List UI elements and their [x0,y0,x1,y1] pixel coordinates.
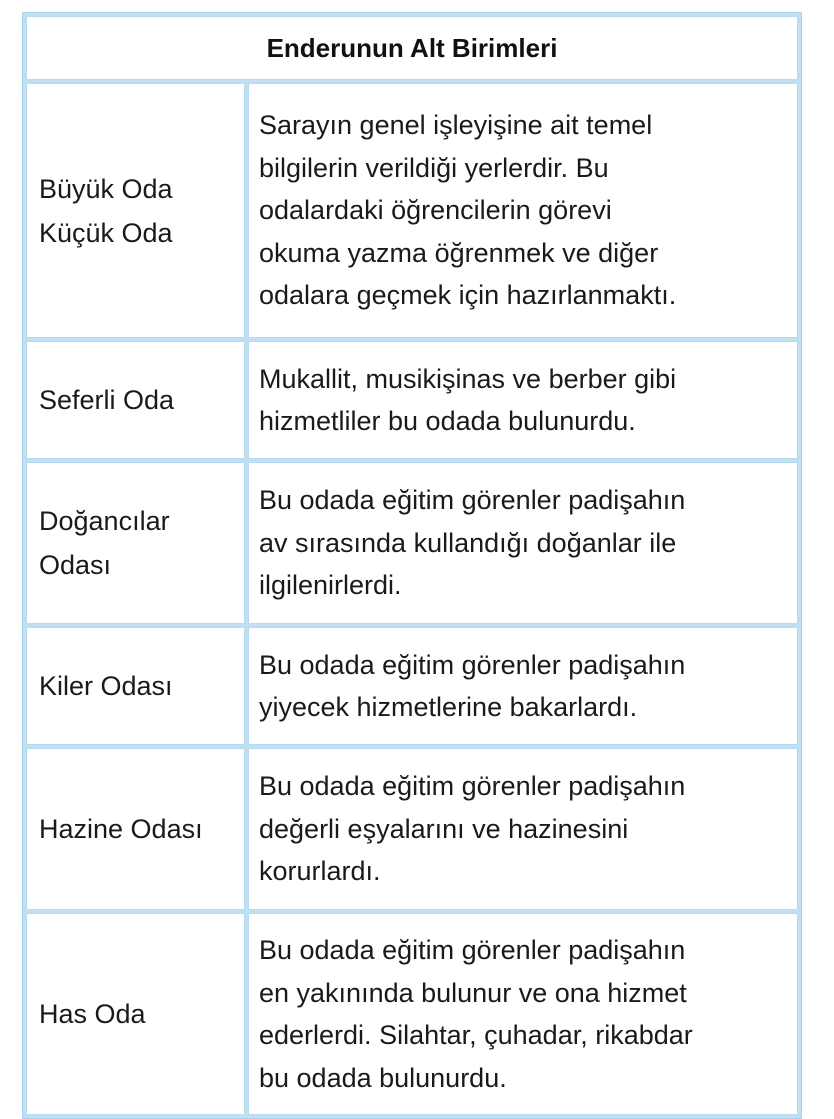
room-description-cell [248,913,798,1115]
table-row [26,627,798,745]
room-name-cell [26,913,245,1115]
room-name-cell [26,627,245,745]
room-name-cell [26,83,245,338]
room-name-cell [26,341,245,459]
description-line: hizmetliler bu odada bulunurdu. [259,406,636,436]
room-name-line: Büyük Oda [39,173,173,204]
room-name-line: Küçük Oda [39,217,173,248]
description-line: ederlerdi. Silahtar, çuhadar, rikabdar [259,1020,693,1050]
room-description-cell [248,83,798,338]
table-row [26,341,798,459]
room-name-line: Has Oda [39,999,146,1029]
room-name-cell [26,748,245,910]
description-line: av sırasında kullandığı doğanlar ile [259,527,677,558]
table-title: Enderunun Alt Birimleri [26,16,798,80]
room-name-line: Odası [39,550,112,580]
room-description-cell [248,627,798,745]
room-description-cell [248,748,798,910]
room-description-cell [248,462,798,624]
description-line: bilgilerin verildiği yerlerdir. Bu [259,152,609,183]
description-line: Bu odada eğitim görenler padişahın [259,649,686,680]
description-line: bu odada bulunurdu. [259,1062,507,1093]
description-line: en yakınında bulunur ve ona hizmet [259,977,687,1008]
table-row [26,913,798,1115]
room-name-line: Seferli Oda [39,385,175,415]
table-row [26,462,798,624]
description-line: Bu odada eğitim görenler padişahın [259,485,686,516]
description-line: Sarayın genel işleyişine ait temel [259,110,653,141]
table-row [26,83,798,338]
description-line: Bu odada eğitim görenler padişahın [259,935,686,965]
room-description-cell [248,341,798,459]
enderun-table [22,12,802,1119]
description-line: korurlardı. [259,856,381,887]
description-line: Mukallit, musikişinas ve berber gibi [259,363,677,394]
room-name-line: Doğancılar [39,506,170,536]
room-name-line: Kiler Odası [39,671,173,701]
room-name-cell [26,462,245,624]
description-line: okuma yazma öğrenmek ve diğer [259,237,659,268]
description-line: odalara geçmek için hazırlanmaktı. [259,280,677,311]
table-header-row [26,16,798,80]
table-row [26,748,798,910]
description-line: Bu odada eğitim görenler padişahın [259,771,686,802]
description-line: ilgilenirlerdi. [259,570,402,601]
description-line: odalardaki öğrencilerin görevi [259,195,612,226]
description-line: değerli eşyalarını ve hazinesini [259,813,629,844]
description-line: yiyecek hizmetlerine bakarlardı. [259,692,638,722]
room-name-line: Hazine Odası [39,814,203,844]
